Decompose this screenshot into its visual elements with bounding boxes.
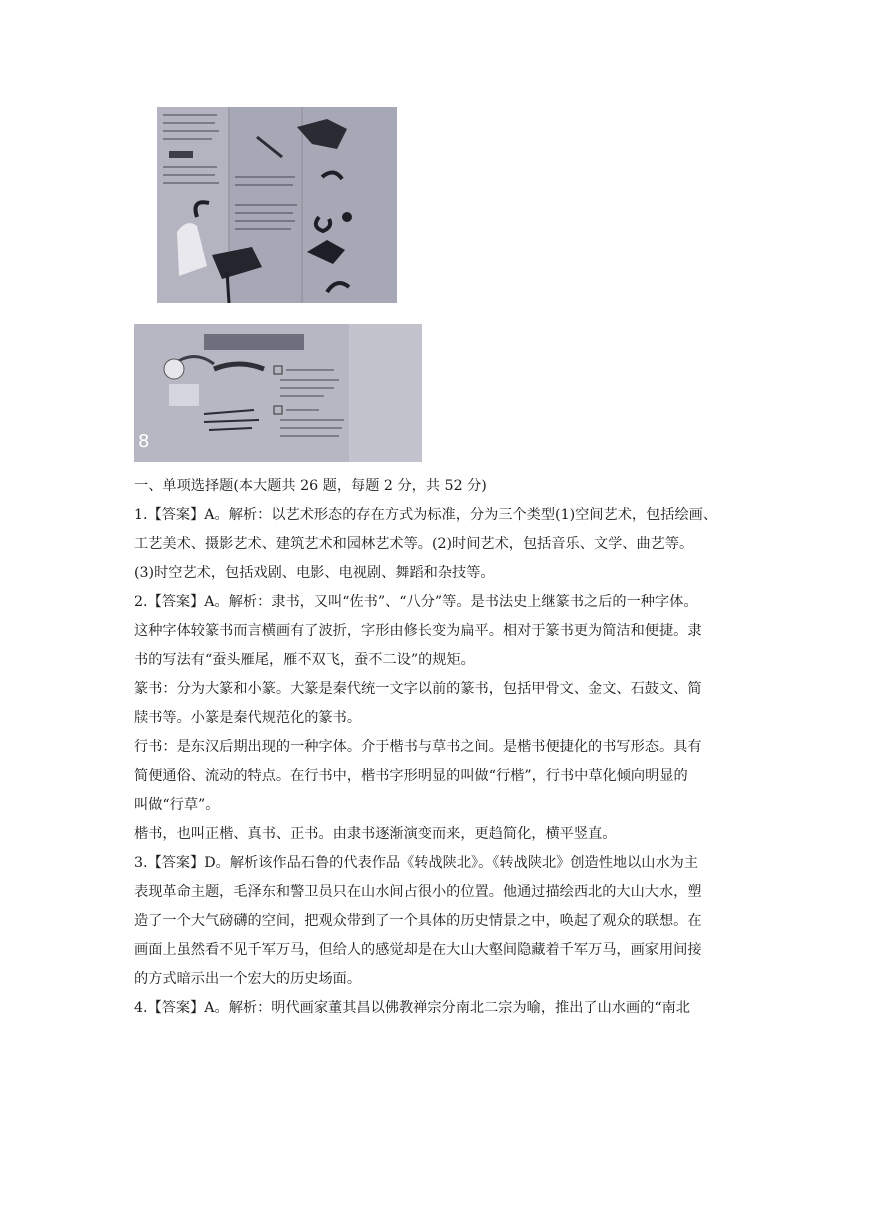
textbook-photo-2 xyxy=(134,324,422,462)
text-line: (3)时空艺术，包括戏剧、电影、电视剧、舞蹈和杂技等。 xyxy=(134,565,495,581)
text-line: 工艺美术、摄影艺术、建筑艺术和园林艺术等。(2)时间艺术，包括音乐、文学、曲艺等。 xyxy=(134,536,694,552)
text-line: 4.【答案】A。解析：明代画家董其昌以佛教禅宗分南北二宗为喻，推出了山水画的“南北 xyxy=(134,1000,690,1016)
text-line: 楷书，也叫正楷、真书、正书。由隶书逐渐演变而来，更趋简化，横平竖直。 xyxy=(134,826,617,842)
text-line: 画面上虽然看不见千军万马，但给人的感觉却是在大山大壑间隐藏着千军万马，画家用间接 xyxy=(134,942,702,958)
text-line: 这种字体较篆书而言横画有了波折，字形由修长变为扁平。相对于篆书更为简洁和便捷。隶 xyxy=(134,623,702,639)
text-line: 表现革命主题，毛泽东和警卫员只在山水间占很小的位置。他通过描绘西北的大山大水，塑 xyxy=(134,884,702,900)
section-heading: 一、单项选择题(本大题共 26 题，每题 2 分，共 52 分) xyxy=(134,478,487,494)
text-line: 1.【答案】A。解析：以艺术形态的存在方式为标准，分为三个类型(1)空间艺术，包括绘画、 xyxy=(134,507,718,523)
text-line: 的方式暗示出一个宏大的历史场面。 xyxy=(134,971,362,987)
text-line: 书的写法有“蚕头雁尾，雁不双飞，蚕不二设”的规矩。 xyxy=(134,652,475,668)
page-number: 8 xyxy=(138,431,150,452)
text-line: 造了一个大气磅礴的空间，把观众带到了一个具体的历史情景之中，唤起了观众的联想。在 xyxy=(134,913,702,929)
text-line: 行书：是东汉后期出现的一种字体。介于楷书与草书之间。是楷书便捷化的书写形态。具有 xyxy=(134,739,702,755)
text-line: 简便通俗、流动的特点。在行书中，楷书字形明显的叫做“行楷”，行书中草化倾向明显的 xyxy=(134,768,688,784)
text-line: 3.【答案】D。解析该作品石鲁的代表作品《转战陕北》。《转战陕北》创造性地以山水为主 xyxy=(134,855,699,871)
craft-materials-illustration xyxy=(134,324,422,462)
answer-explanations xyxy=(134,472,744,1023)
text-line: 2.【答案】A。解析：隶书，又叫“佐书”、“八分”等。是书法史上继篆书之后的一种字体。 xyxy=(134,594,698,610)
textbook-photo-1 xyxy=(157,107,397,303)
text-line: 篆书：分为大篆和小篆。大篆是秦代统一文字以前的篆书，包括甲骨文、金文、石鼓文、简 xyxy=(134,681,702,697)
text-line: 叫做“行草”。 xyxy=(134,797,220,813)
craft-steps-illustration xyxy=(157,107,397,303)
text-line: 牍书等。小篆是秦代规范化的篆书。 xyxy=(134,710,362,726)
